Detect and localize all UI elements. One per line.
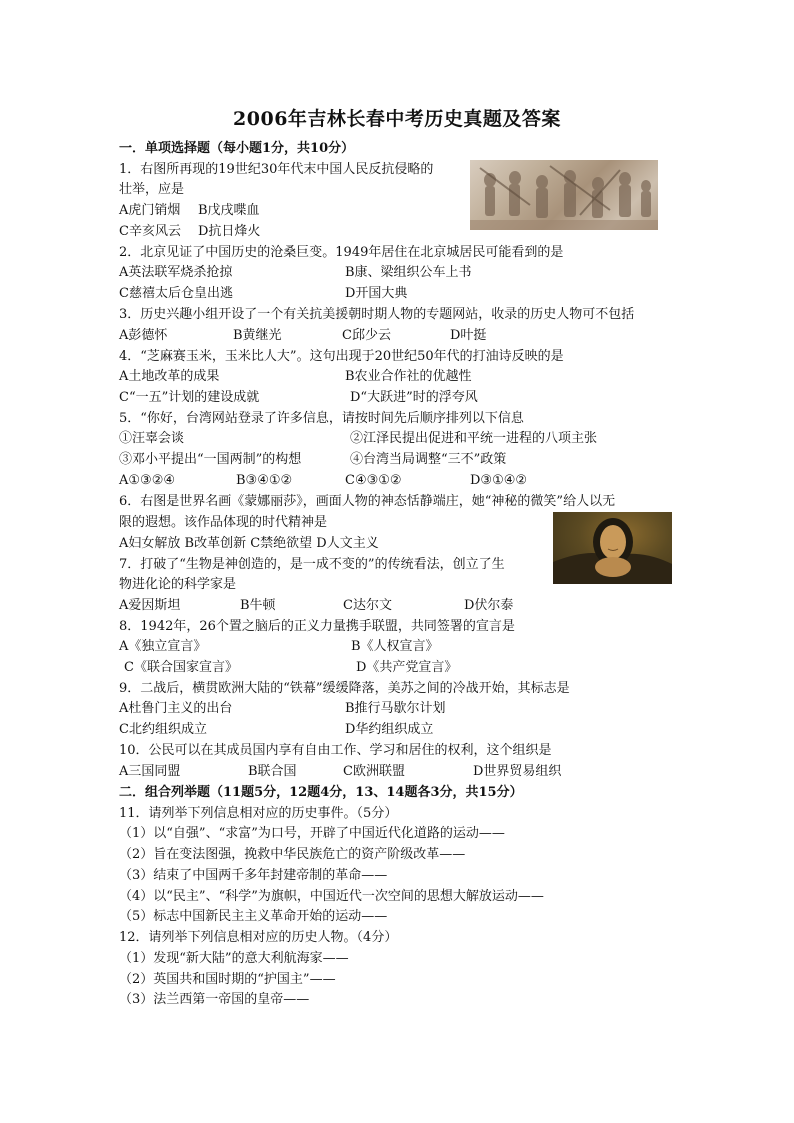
q1-option-c: C辛亥风云 (119, 224, 181, 239)
q5-option-a: A①③②④ (119, 473, 176, 488)
q11-item-5: （5）标志中国新民主主义革命开始的运动—— (119, 909, 388, 924)
q7-option-a: A爱因斯坦 (119, 598, 181, 613)
q3-option-c: C邱少云 (342, 328, 391, 343)
q8-option-b: B《人权宣言》 (351, 639, 439, 654)
q5-option-d: D③①④② (470, 473, 528, 488)
q6-stem-line2: 限的遐想。该作品体现的时代精神是 (119, 515, 328, 530)
q8-option-d: D《共产党宣言》 (356, 660, 458, 675)
q4-option-b: B农业合作社的优越性 (345, 369, 472, 384)
q8-stem: 8．1942年，26个置之脑后的正义力量携手联盟，共同签署的宣言是 (119, 619, 515, 634)
q9-option-d: D华约组织成立 (345, 722, 434, 737)
q10-option-a: A三国同盟 (119, 764, 181, 779)
q12-item-2: （2）英国共和国时期的“护国主”—— (119, 972, 336, 987)
q10-option-d: D世界贸易组织 (473, 764, 562, 779)
q3-stem: 3．历史兴趣小组开设了一个有关抗美援朝时期人物的专题网站，收录的历史人物可不包括 (119, 307, 635, 322)
q2-option-d: D开国大典 (345, 286, 408, 301)
q4-option-d: D“大跃进”时的浮夸风 (350, 390, 478, 405)
q10-option-b: B联合国 (248, 764, 297, 779)
q7-option-c: C达尔文 (343, 598, 392, 613)
q6-stem-line1: 6．右图是世界名画《蒙娜丽莎》，画面人物的神态恬静端庄，她“神秘的微笑”给人以无 (119, 494, 616, 509)
q5-stem: 5．“你好，台湾网站登录了许多信息，请按时间先后顺序排列以下信息 (119, 411, 524, 426)
q7-option-b: B牛顿 (240, 598, 276, 613)
q5-option-b: B③④①② (236, 473, 293, 488)
q7-stem-line2: 物进化论的科学家是 (119, 577, 237, 592)
q7-option-d: D伏尔泰 (464, 598, 514, 613)
q11-item-2: （2）旨在变法图强，挽救中华民族危亡的资产阶级改革—— (119, 847, 466, 862)
q2-option-c: C慈禧太后仓皇出逃 (119, 286, 233, 301)
q12-stem: 12．请列举下列信息相对应的历史人物。（4分） (119, 930, 398, 945)
q10-stem: 10．公民可以在其成员国内享有自由工作、学习和居住的权利，这个组织是 (119, 743, 552, 758)
q12-item-1: （1）发现“新大陆”的意大利航海家—— (119, 951, 349, 966)
q5-item-1: ①汪辜会谈 (119, 431, 185, 446)
q9-option-c: C北约组织成立 (119, 722, 207, 737)
q2-stem: 2．北京见证了中国历史的沧桑巨变。1949年居住在北京城居民可能看到的是 (119, 245, 564, 260)
q5-item-2: ②江泽民提出促进和平统一进程的八项主张 (350, 431, 598, 446)
q5-option-c: C④③①② (345, 473, 402, 488)
relief-sculpture-image (470, 160, 658, 230)
section-heading-1: 一．单项选择题（每小题1分，共10分） (119, 141, 355, 156)
page-title: 2006年吉林长春中考历史真题及答案 (233, 108, 561, 130)
q3-option-a: A彭德怀 (119, 328, 168, 343)
q3-option-b: B黄继光 (233, 328, 282, 343)
q2-option-a: A英法联军烧杀抢掠 (119, 265, 233, 280)
q8-option-c: C《联合国家宣言》 (124, 660, 238, 675)
q4-option-c: C“一五”计划的建设成就 (119, 390, 260, 405)
q12-item-3: （3）法兰西第一帝国的皇帝—— (119, 992, 310, 1007)
q9-option-a: A杜鲁门主义的出台 (119, 701, 233, 716)
q9-option-b: B推行马歇尔计划 (345, 701, 446, 716)
q11-stem: 11．请列举下列信息相对应的历史事件。（5分） (119, 806, 398, 821)
q11-item-1: （1）以“自强”、“求富”为口号，开辟了中国近代化道路的运动—— (119, 826, 505, 841)
q6-options: A妇女解放 B改革创新 C禁绝欲望 D人文主义 (119, 536, 379, 551)
q10-option-c: C欧洲联盟 (343, 764, 405, 779)
mona-lisa-image (553, 512, 672, 584)
q1-option-d: D抗日烽火 (198, 224, 261, 239)
q11-item-3: （3）结束了中国两千多年封建帝制的革命—— (119, 868, 388, 883)
q2-option-b: B康、梁组织公车上书 (345, 265, 472, 280)
q1-stem-line2: 壮举，应是 (119, 182, 185, 197)
q7-stem-line1: 7．打破了“生物是神创造的，是一成不变的”的传统看法，创立了生 (119, 557, 505, 572)
q5-item-4: ④台湾当局调整“三不”政策 (350, 452, 507, 467)
q1-option-b: B戊戌喋血 (198, 203, 260, 218)
q11-item-4: （4）以“民主”、“科学”为旗帜，中国近代一次空间的思想大解放运动—— (119, 889, 544, 904)
q1-stem-line1: 1．右图所再现的19世纪30年代末中国人民反抗侵略的 (119, 162, 434, 177)
q5-item-3: ③邓小平提出“一国两制”的构想 (119, 452, 302, 467)
q1-option-a: A虎门销烟 (119, 203, 181, 218)
q8-option-a: A《独立宣言》 (119, 639, 207, 654)
section-heading-2: 二．组合列举题（11题5分，12题4分，13、14题各3分，共15分） (119, 785, 523, 800)
q9-stem: 9．二战后，横贯欧洲大陆的“铁幕”缓缓降落，美苏之间的冷战开始，其标志是 (119, 681, 570, 696)
q3-option-d: D叶挺 (450, 328, 487, 343)
q4-stem: 4．“芝麻赛玉米，玉米比人大”。这句出现于20世纪50年代的打油诗反映的是 (119, 349, 564, 364)
q4-option-a: A土地改革的成果 (119, 369, 220, 384)
